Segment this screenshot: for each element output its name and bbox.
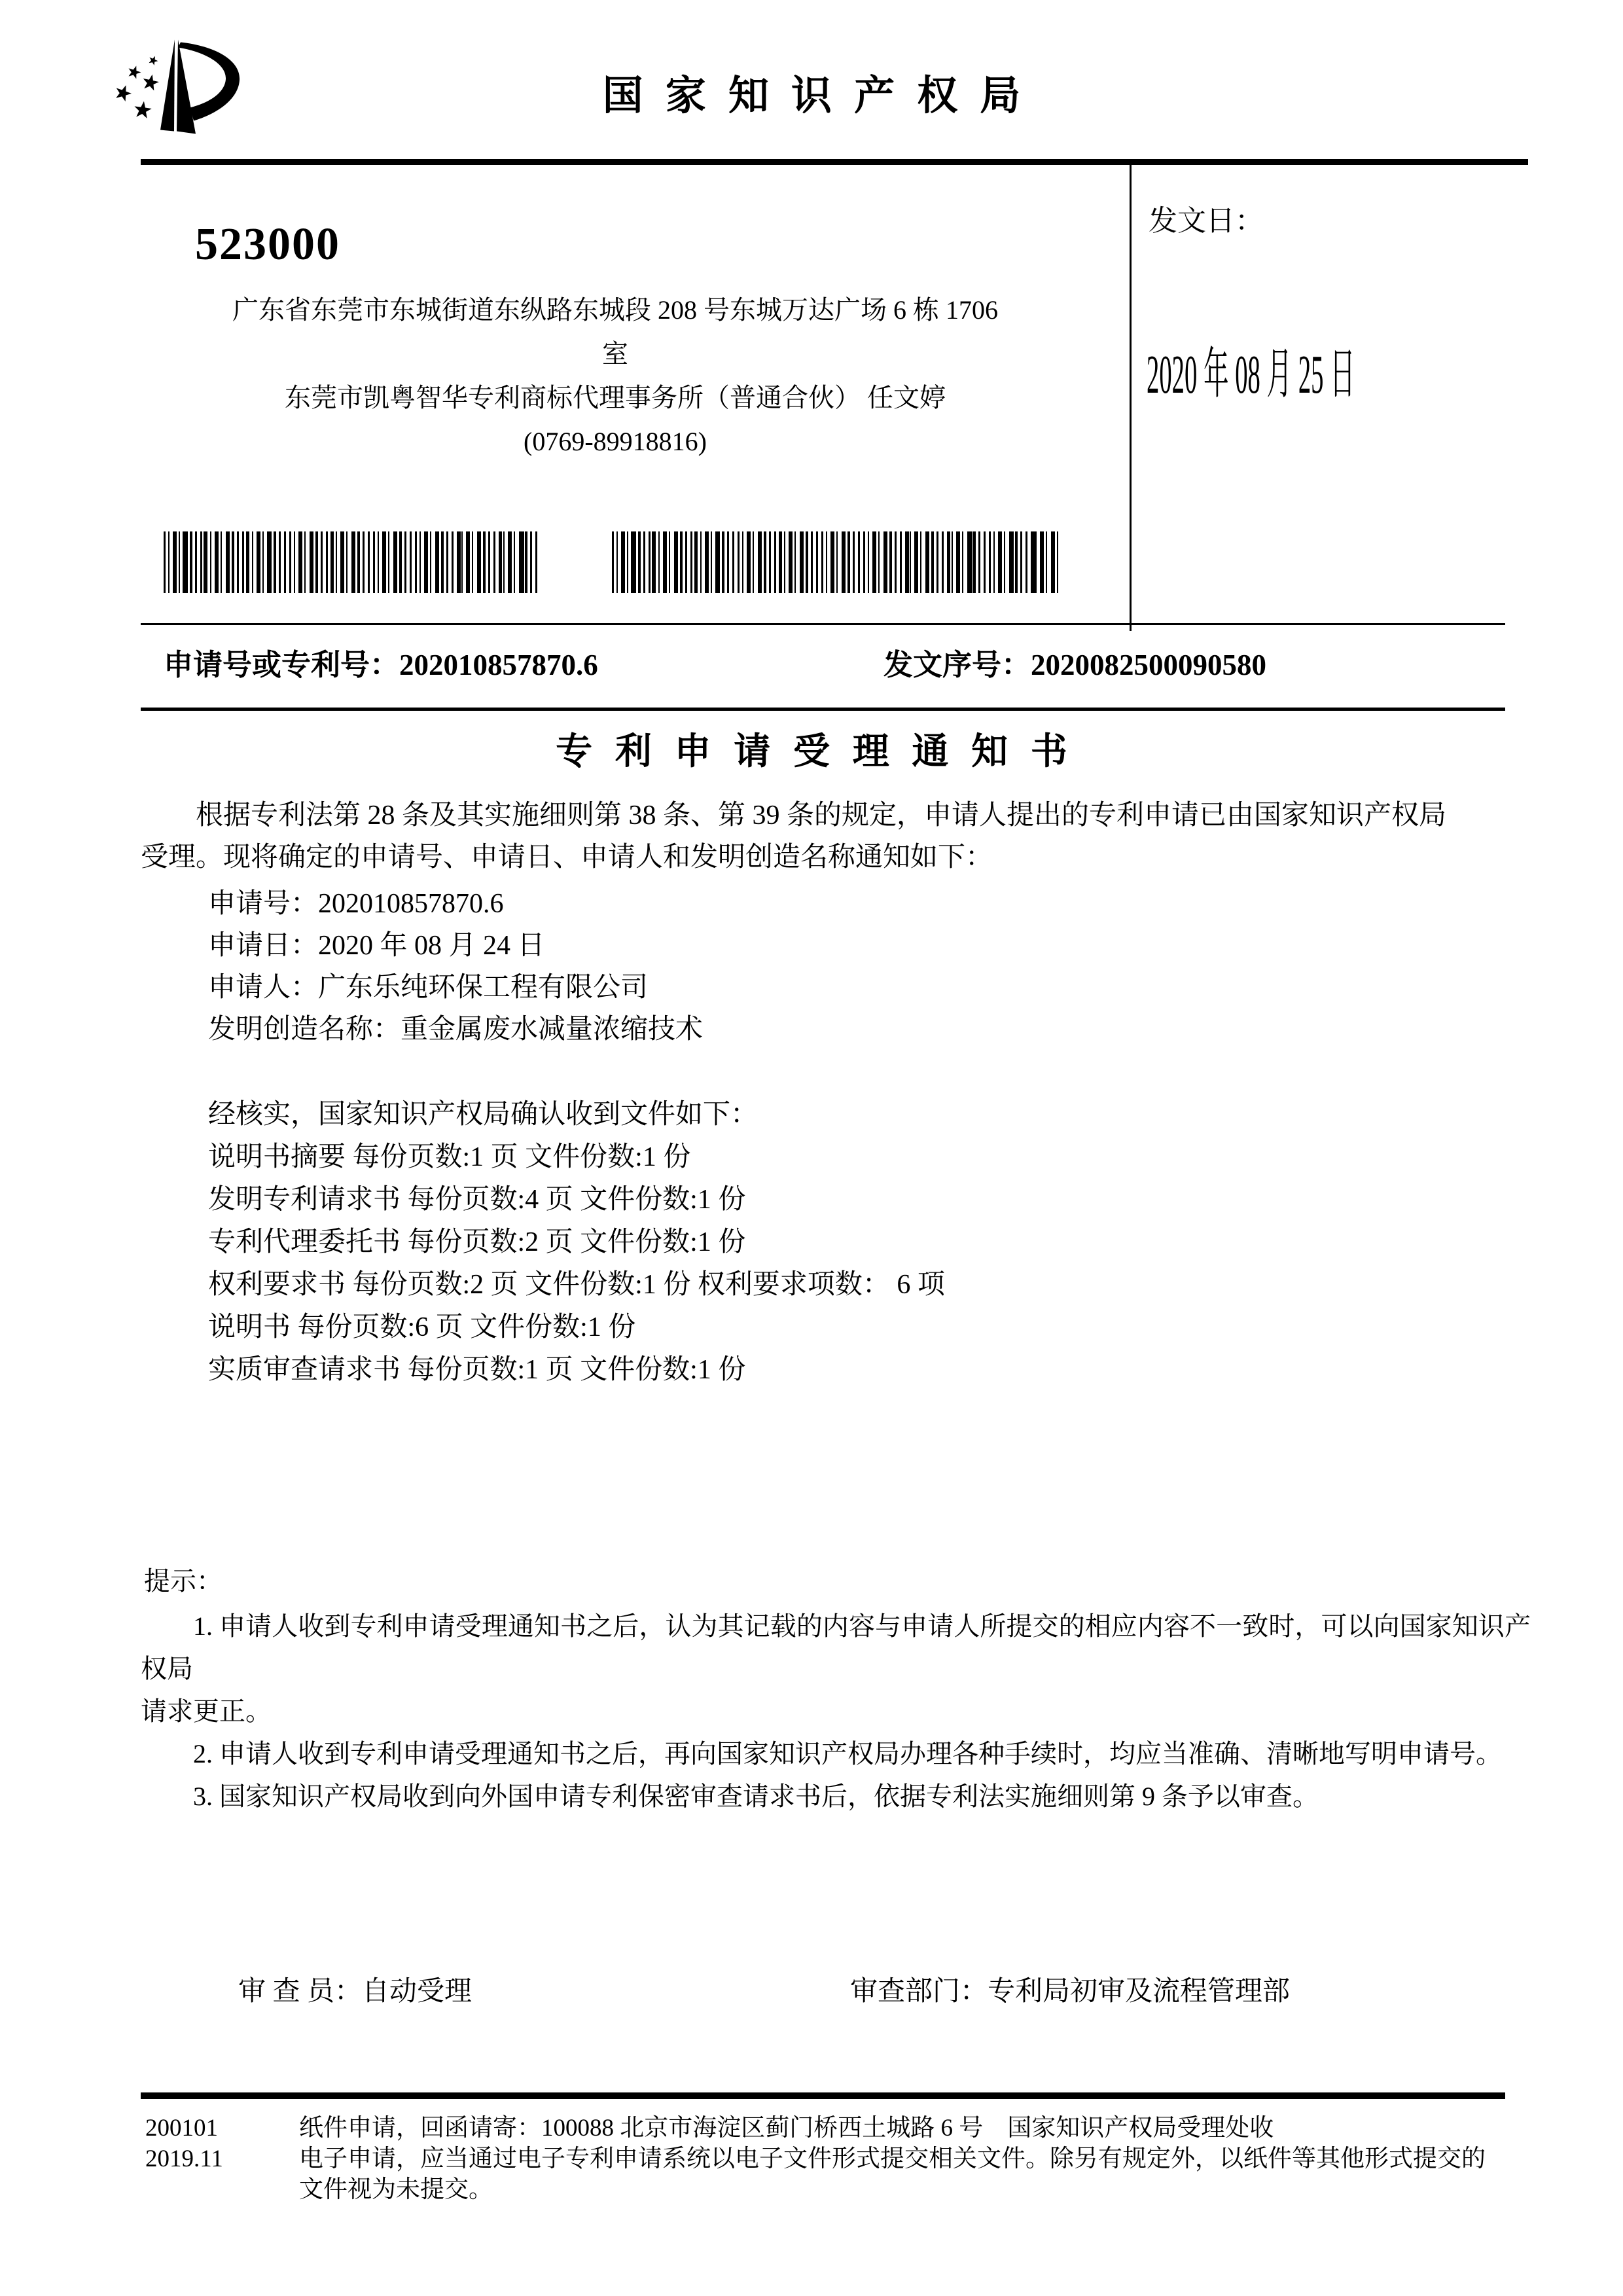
- department-pair: [850, 1974, 1290, 2009]
- address-line-2: 室: [602, 339, 628, 368]
- footer-rule: [141, 2092, 1505, 2099]
- dispatch-box-divider: [1130, 165, 1132, 631]
- header-rule: [141, 159, 1528, 165]
- address-line-1: 广东省东莞市东城街道东纵路东城段 208 号东城万达广场 6 栋 1706: [232, 295, 998, 325]
- divider-below-numbers-row: [141, 708, 1505, 711]
- tips-line: 3. 国家知识产权局收到向外国申请专利保密审查请求书后，依据专利法实施细则第 9 条予以审查。: [193, 1782, 1319, 1811]
- serial-number-value: 2020082500090580: [1031, 649, 1267, 681]
- department-label: 审查部门：: [850, 1977, 988, 2007]
- field-value: 2020 年 08 月 24 日: [318, 931, 545, 961]
- field-value: 广东乐纯环保工程有限公司: [318, 973, 649, 1003]
- barcode-serial: [612, 531, 1058, 593]
- tips-line: 2. 申请人收到专利申请受理通知书之后，再向国家知识产权局办理各种手续时，均应当准确、清晰地写明申请号。: [193, 1739, 1502, 1768]
- footer-code: 2019.11: [145, 2145, 223, 2172]
- header-title: 国家知识产权局: [602, 74, 1043, 118]
- examiner-pair: [238, 1974, 472, 2009]
- received-item: 发明专利请求书 每份页数:4 页 文件份数:1 份: [208, 1185, 746, 1215]
- barcode-application: [164, 531, 538, 593]
- notice-intro-line-2: 受理。现将确定的申请号、申请日、申请人和发明创造名称通知如下：: [141, 842, 993, 872]
- application-number-pair: [164, 647, 598, 683]
- serial-number-pair: [883, 647, 1266, 683]
- phone-line: (0769-89918816): [524, 427, 707, 456]
- tips-line: 1. 申请人收到专利申请受理通知书之后，认为其记载的内容与申请人所提交的相应内容不一致时，可以向国家知识产权局: [141, 1611, 1531, 1683]
- received-item: 专利代理委托书 每份页数:2 页 文件份数:1 份: [208, 1227, 746, 1257]
- agency-line: 东莞市凯粤智华专利商标代理事务所（普通合伙） 任文婷: [285, 383, 946, 412]
- postal-code: 523000: [195, 219, 340, 270]
- department-value: 专利局初审及流程管理部: [988, 1977, 1291, 2007]
- field-label: 申请号：: [208, 889, 319, 919]
- notice-title: 专利申请受理通知书: [556, 732, 1090, 772]
- field-label: 申请人：: [208, 973, 319, 1003]
- footer-line: 电子申请，应当通过电子专利申请系统以电子文件形式提交相关文件。除另有规定外，以纸件等其他形式提交的: [299, 2145, 1486, 2172]
- received-item: 说明书摘要 每份页数:1 页 文件份数:1 份: [208, 1142, 691, 1172]
- serial-number-label: 发文序号：: [883, 649, 1031, 681]
- tips-line: 请求更正。: [141, 1696, 272, 1726]
- notice-intro: [141, 795, 1531, 878]
- field-row-filing-date: [208, 925, 703, 967]
- field-row-invention-title: [208, 1009, 703, 1050]
- field-label: 申请日：: [208, 931, 319, 961]
- application-number-label: 申请号或专利号：: [164, 649, 400, 681]
- footer-codes: [145, 2113, 223, 2174]
- field-label: 发明创造名称：: [208, 1014, 401, 1045]
- recipient-address-block: [141, 288, 1090, 463]
- received-item: 权利要求书 每份页数:2 页 文件份数:1 份 权利要求项数： 6 项: [208, 1270, 945, 1300]
- application-number-value: 202010857870.6: [399, 649, 598, 681]
- field-row-applicant: [208, 967, 703, 1009]
- divider-above-numbers-row: [141, 623, 1505, 625]
- received-intro: 经核实，国家知识产权局确认收到文件如下：: [208, 1100, 758, 1130]
- field-row-application-number: [208, 883, 703, 925]
- dispatch-date-label: 发文日：: [1149, 205, 1264, 237]
- received-documents: [208, 1094, 945, 1391]
- examiner-value: 自动受理: [362, 1977, 473, 2007]
- field-value: 重金属废水减量浓缩技术: [401, 1014, 704, 1045]
- received-item: 说明书 每份页数:6 页 文件份数:1 份: [208, 1312, 636, 1342]
- application-fields: [208, 883, 703, 1050]
- received-item: 实质审查请求书 每份页数:1 页 文件份数:1 份: [208, 1355, 746, 1385]
- footer-text: [299, 2113, 1536, 2205]
- tips-body: [141, 1605, 1531, 1818]
- field-value: 202010857870.6: [318, 889, 504, 919]
- examiner-label: 审 查 员：: [238, 1977, 363, 2007]
- notice-intro-line-1: 根据专利法第 28 条及其实施细则第 38 条、第 39 条的规定，申请人提出的专利申请已由国家知识产权局: [196, 800, 1447, 831]
- footer-line: 纸件申请，回函请寄：100088 北京市海淀区蓟门桥西土城路 6 号 国家知识产权局受理处收: [299, 2115, 1274, 2142]
- dispatch-date-value: 2020 年 08 月 25 日: [1147, 344, 1355, 405]
- footer-code: 200101: [145, 2115, 218, 2142]
- footer-line: 文件视为未提交。: [299, 2176, 493, 2203]
- tips-heading: 提示：: [144, 1566, 223, 1596]
